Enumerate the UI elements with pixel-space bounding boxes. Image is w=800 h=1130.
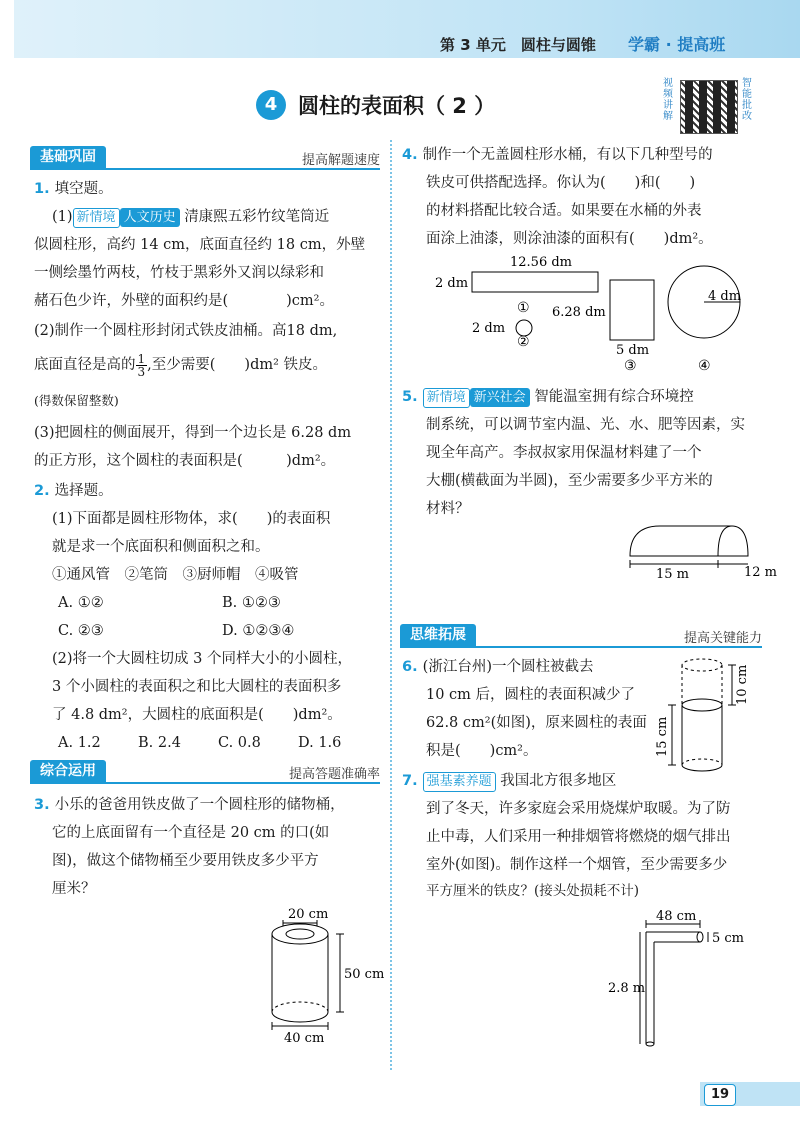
q4-mark3: ③ [624, 358, 637, 374]
q4-mark1: ① [517, 300, 530, 316]
q7-line1: 7. 强基素养题 我国北方很多地区 [402, 768, 616, 794]
q2-option-a[interactable]: A. ①② [58, 595, 104, 611]
q5-line5: 材料？ [426, 501, 470, 517]
q5-line4: 大棚(横截面为半圆)，至少需要多少平方米的 [426, 473, 713, 489]
q2-number: 2 [34, 483, 45, 499]
q6-cylinder-figure [652, 655, 772, 780]
qr-label-right: 智能批改 [742, 78, 752, 122]
q6-label-cut: 10 cm [735, 664, 750, 705]
tag-new-context: 新情境 [73, 208, 120, 228]
column-divider [390, 140, 392, 1070]
q2-p2-line1: (2)将一个大圆柱切成 3 个同样大小的小圆柱， [52, 651, 352, 667]
q4-rect3-width: 5 dm [616, 343, 650, 358]
tag-new-context-q5: 新情境 [423, 388, 470, 408]
lesson-number: 4 [256, 90, 286, 120]
q5-number: 5 [402, 389, 413, 405]
q6-line2: 10 cm 后，圆柱的表面积减少了 [426, 687, 636, 703]
q4-line3: 的材料搭配比较合适。如果要在水桶的外表 [426, 203, 702, 219]
q1-p1-line4: 赭石色少许，外壁的面积约是( )cm²。 [34, 293, 334, 309]
q5-line3: 现全年高产。李叔叔家用保温材料建了一个 [426, 445, 702, 461]
q3-number: 3 [34, 797, 45, 813]
q5-line2: 制系统，可以调节室内温、光、水、肥等因素，实 [426, 417, 745, 433]
q3-line1: 3. 小乐的爸爸用铁皮做了一个圆柱形的储物桶， [34, 797, 345, 813]
tag-core-literacy: 强基素养题 [423, 772, 496, 792]
q7-line3: 止中毒，人们采用一种排烟管将燃烧的烟气排出 [426, 829, 731, 845]
q6-line3: 62.8 cm²(如图)，原来圆柱的表面 [426, 715, 647, 731]
q2-option-b[interactable]: B. ①②③ [222, 595, 281, 611]
q3-cylinder-figure [250, 900, 390, 1050]
q1-p2-note: (得数保留整数) [34, 393, 119, 408]
q7-pipe-figure [600, 906, 770, 1056]
q1-p2-line2: 底面直径是高的 $\frac{1}{3}$ ,至少需要( )dm² 铁皮。 [34, 351, 328, 379]
q2-title: 2. 选择题。 [34, 483, 113, 499]
section-thinking-title: 思维拓展 [400, 624, 476, 646]
q7-line5: 平方厘米的铁皮？(接头处损耗不计) [426, 883, 640, 899]
fraction-one-third: $\frac{1}{3}$ [137, 351, 146, 379]
section-thinking-line [400, 646, 762, 648]
q4-rect3 [610, 280, 654, 340]
qr-label-left: 视频讲解 [663, 78, 673, 122]
section-comprehensive-sub: 提高答题准确率 [288, 767, 380, 782]
q5-label-length: 15 m [656, 567, 690, 582]
q7-line2: 到了冬天，许多家庭会采用烧煤炉取暖。为了防 [426, 801, 731, 817]
q4-mark2: ② [517, 334, 530, 350]
q7-label-diameter: 5 cm [712, 931, 745, 946]
q1-p3-line2: 的正方形，这个圆柱的表面积是( )dm²。 [34, 453, 336, 469]
q7-line4: 室外(如图)。制作这样一个烟管，至少需要多少 [426, 857, 728, 873]
q4-number: 4 [402, 147, 413, 163]
section-thinking-sub: 提高关键能力 [683, 631, 762, 646]
q6-number: 6 [402, 659, 413, 675]
q1-p1-line1: (1) 新情境 人文历史 清康熙五彩竹纹笔筒近 [52, 204, 329, 230]
q7-label-width: 48 cm [656, 909, 697, 924]
section-comprehensive-line [30, 782, 380, 784]
q4-rect1-width: 12.56 dm [510, 255, 572, 270]
q3-label-bottom: 40 cm [284, 1031, 325, 1046]
q4-line4: 面涂上油漆，则涂油漆的面积有( )dm²。 [426, 231, 713, 247]
page-number: 19 [704, 1084, 736, 1106]
tag-culture-history: 人文历史 [120, 208, 180, 227]
q6-label-remain: 15 cm [655, 716, 670, 757]
q1-title-text: 填空题。 [54, 181, 113, 197]
q3-label-height: 50 cm [344, 967, 385, 982]
q3-line3: 图)，做这个储物桶至少要用铁皮多少平方 [52, 853, 319, 869]
section-basic-title: 基础巩固 [30, 146, 106, 168]
q4-line1: 4. 制作一个无盖圆柱形水桶，有以下几种型号的 [402, 147, 713, 163]
section-comprehensive-title: 综合运用 [30, 760, 106, 782]
q1-p1-line2: 似圆柱形，高约 14 cm，底面直径约 18 cm，外壁 [34, 237, 366, 253]
q7-label-height: 2.8 m [608, 981, 646, 996]
q4-mark4: ④ [698, 358, 711, 374]
q1-p1-line3: 一侧绘墨竹两枝，竹枝于黑彩外又润以绿彩和 [34, 265, 324, 281]
q7-number: 7 [402, 773, 413, 789]
q3-line2: 它的上底面留有一个直径是 20 cm 的口(如 [52, 825, 330, 841]
q2-p2-line2: 3 个小圆柱的表面积之和比大圆柱的表面积多 [52, 679, 342, 695]
q2-option-c2[interactable]: C. 0.8 [218, 735, 261, 751]
q2-option-b2[interactable]: B. 2.4 [138, 735, 181, 751]
q4-rect1 [472, 272, 598, 292]
q2-option-d2[interactable]: D. 1.6 [298, 735, 342, 751]
q5-greenhouse-figure [620, 520, 785, 582]
qr-code-icon[interactable] [680, 80, 738, 134]
q3-line4: 厘米？ [52, 881, 96, 897]
q4-materials-figure [400, 250, 780, 375]
brand-label: 学霸 · 提高班 [628, 35, 726, 54]
q2-p2-line3: 了 4.8 dm²，大圆柱的底面积是( )dm²。 [52, 707, 342, 723]
section-basic-sub: 提高解题速度 [301, 153, 380, 168]
q5-label-diameter: 12 m [744, 565, 778, 580]
q1-title: 1. 填空题。 [34, 181, 113, 197]
q5-line1: 5. 新情境 新兴社会 智能温室拥有综合环境控 [402, 384, 694, 410]
q6-line4: 积是( )cm²。 [426, 743, 538, 759]
q2-p1-line1: (1)下面都是圆柱形物体，求( )的表面积 [52, 511, 331, 527]
q1-p3-line1: (3)把圆柱的侧面展开，得到一个边长是 6.28 dm [34, 425, 352, 441]
unit-title: 第 3 单元 圆柱与圆锥 [440, 36, 596, 54]
q4-circle2-radius: 2 dm [472, 321, 506, 336]
q3-label-top: 20 cm [288, 907, 329, 922]
q4-rect1-height: 2 dm [435, 276, 469, 291]
q2-option-c[interactable]: C. ②③ [58, 623, 104, 639]
q2-option-a2[interactable]: A. 1.2 [58, 735, 101, 751]
q1-p2-line1: (2)制作一个圆柱形封闭式铁皮油桶。高18 dm, [34, 323, 338, 339]
q4-line2: 铁皮可供搭配选择。你认为( )和( ) [426, 175, 696, 191]
q4-circle4-radius: 4 dm [708, 289, 742, 304]
q1-number: 1 [34, 181, 45, 197]
q2-option-d[interactable]: D. ①②③④ [222, 623, 295, 639]
q6-line1: 6. (浙江台州)一个圆柱被截去 [402, 659, 594, 675]
q4-rect3-height: 6.28 dm [552, 305, 606, 320]
q2-items: ①通风管 ②笔筒 ③厨师帽 ④吸管 [52, 567, 299, 583]
lesson-title: 圆柱的表面积（ 2 ） [298, 94, 496, 118]
tag-emerging-society: 新兴社会 [470, 388, 530, 407]
q2-p1-line2: 就是求一个底面积和侧面积之和。 [52, 539, 270, 555]
section-basic-line [30, 168, 380, 170]
